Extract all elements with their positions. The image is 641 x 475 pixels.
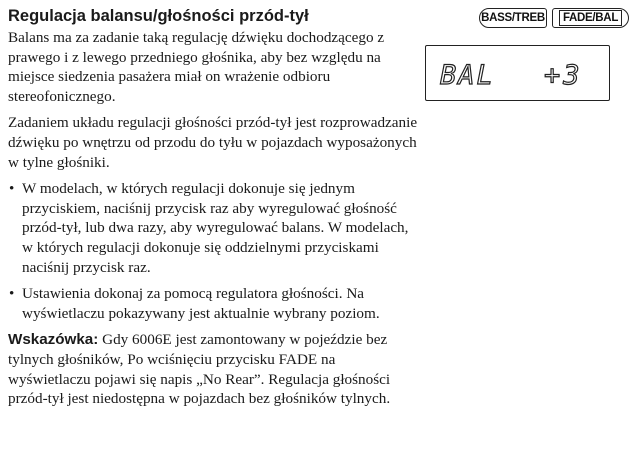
fade-bal-button [552,8,629,28]
display-mode-text: BAL [440,60,495,91]
section-heading: Regulacja balansu/głośności przód-tył [8,7,309,25]
list-item-text: Ustawienia dokonaj za pomocą regulatora głośności. Na wyświetlaczu pokazywany jest aktualnie wybrany poziom. [22,285,380,322]
display-value-text: +3 [544,60,583,91]
button-illustration [479,8,629,30]
note-paragraph [8,330,418,408]
instruction-text-column [8,6,418,416]
paragraph-balance: Balans ma za zadanie taką regulację dźwięku dochodzącego z prawego i z lewego przedniego głośnika, aby bez względu na miejsce siedzenia pasażera miał on wrażenie odbioru stereofonicznego. [8,29,385,105]
bass-treb-button [479,8,547,28]
list-item-text: W modelach, w których regulacji dokonuje się jednym przyciskiem, naciśnij przycisk raz aby wyregulować głośność przód-tył, lub dwa razy, aby wyregulować balans. W modelach, w których regulacji dokonuje się oddzielnymi przyciskami naciśnij przycisk raz. [22,180,409,276]
lcd-display-graphic [426,46,611,102]
note-label: Wskazówka: [8,331,99,349]
bass-treb-label: BASS/TREB [481,12,545,24]
lcd-display [425,45,610,101]
list-item [8,284,418,323]
bullet-marker: • [9,180,15,198]
fade-bal-label: FADE/BAL [559,10,622,26]
note-text: Gdy 6006E jest zamontowany w pojeździe bez tylnych głośników, Po wciśnięciu przycisku FADE na wyświetlaczu pojawi się napis „No Rear”. Regulacja głośności przód-tył jest niedostępna w pojazdach bez głośników tylnych. [8,331,391,408]
paragraph-fader: Zadaniem układu regulacji głośności przód-tył jest rozprowadzanie dźwięku po wnętrzu od przodu do tyłu w pojazdach wyposażonych w tylne głośniki. [8,114,418,171]
instruction-list [8,179,418,323]
bullet-marker: • [9,285,15,303]
list-item [8,179,418,277]
